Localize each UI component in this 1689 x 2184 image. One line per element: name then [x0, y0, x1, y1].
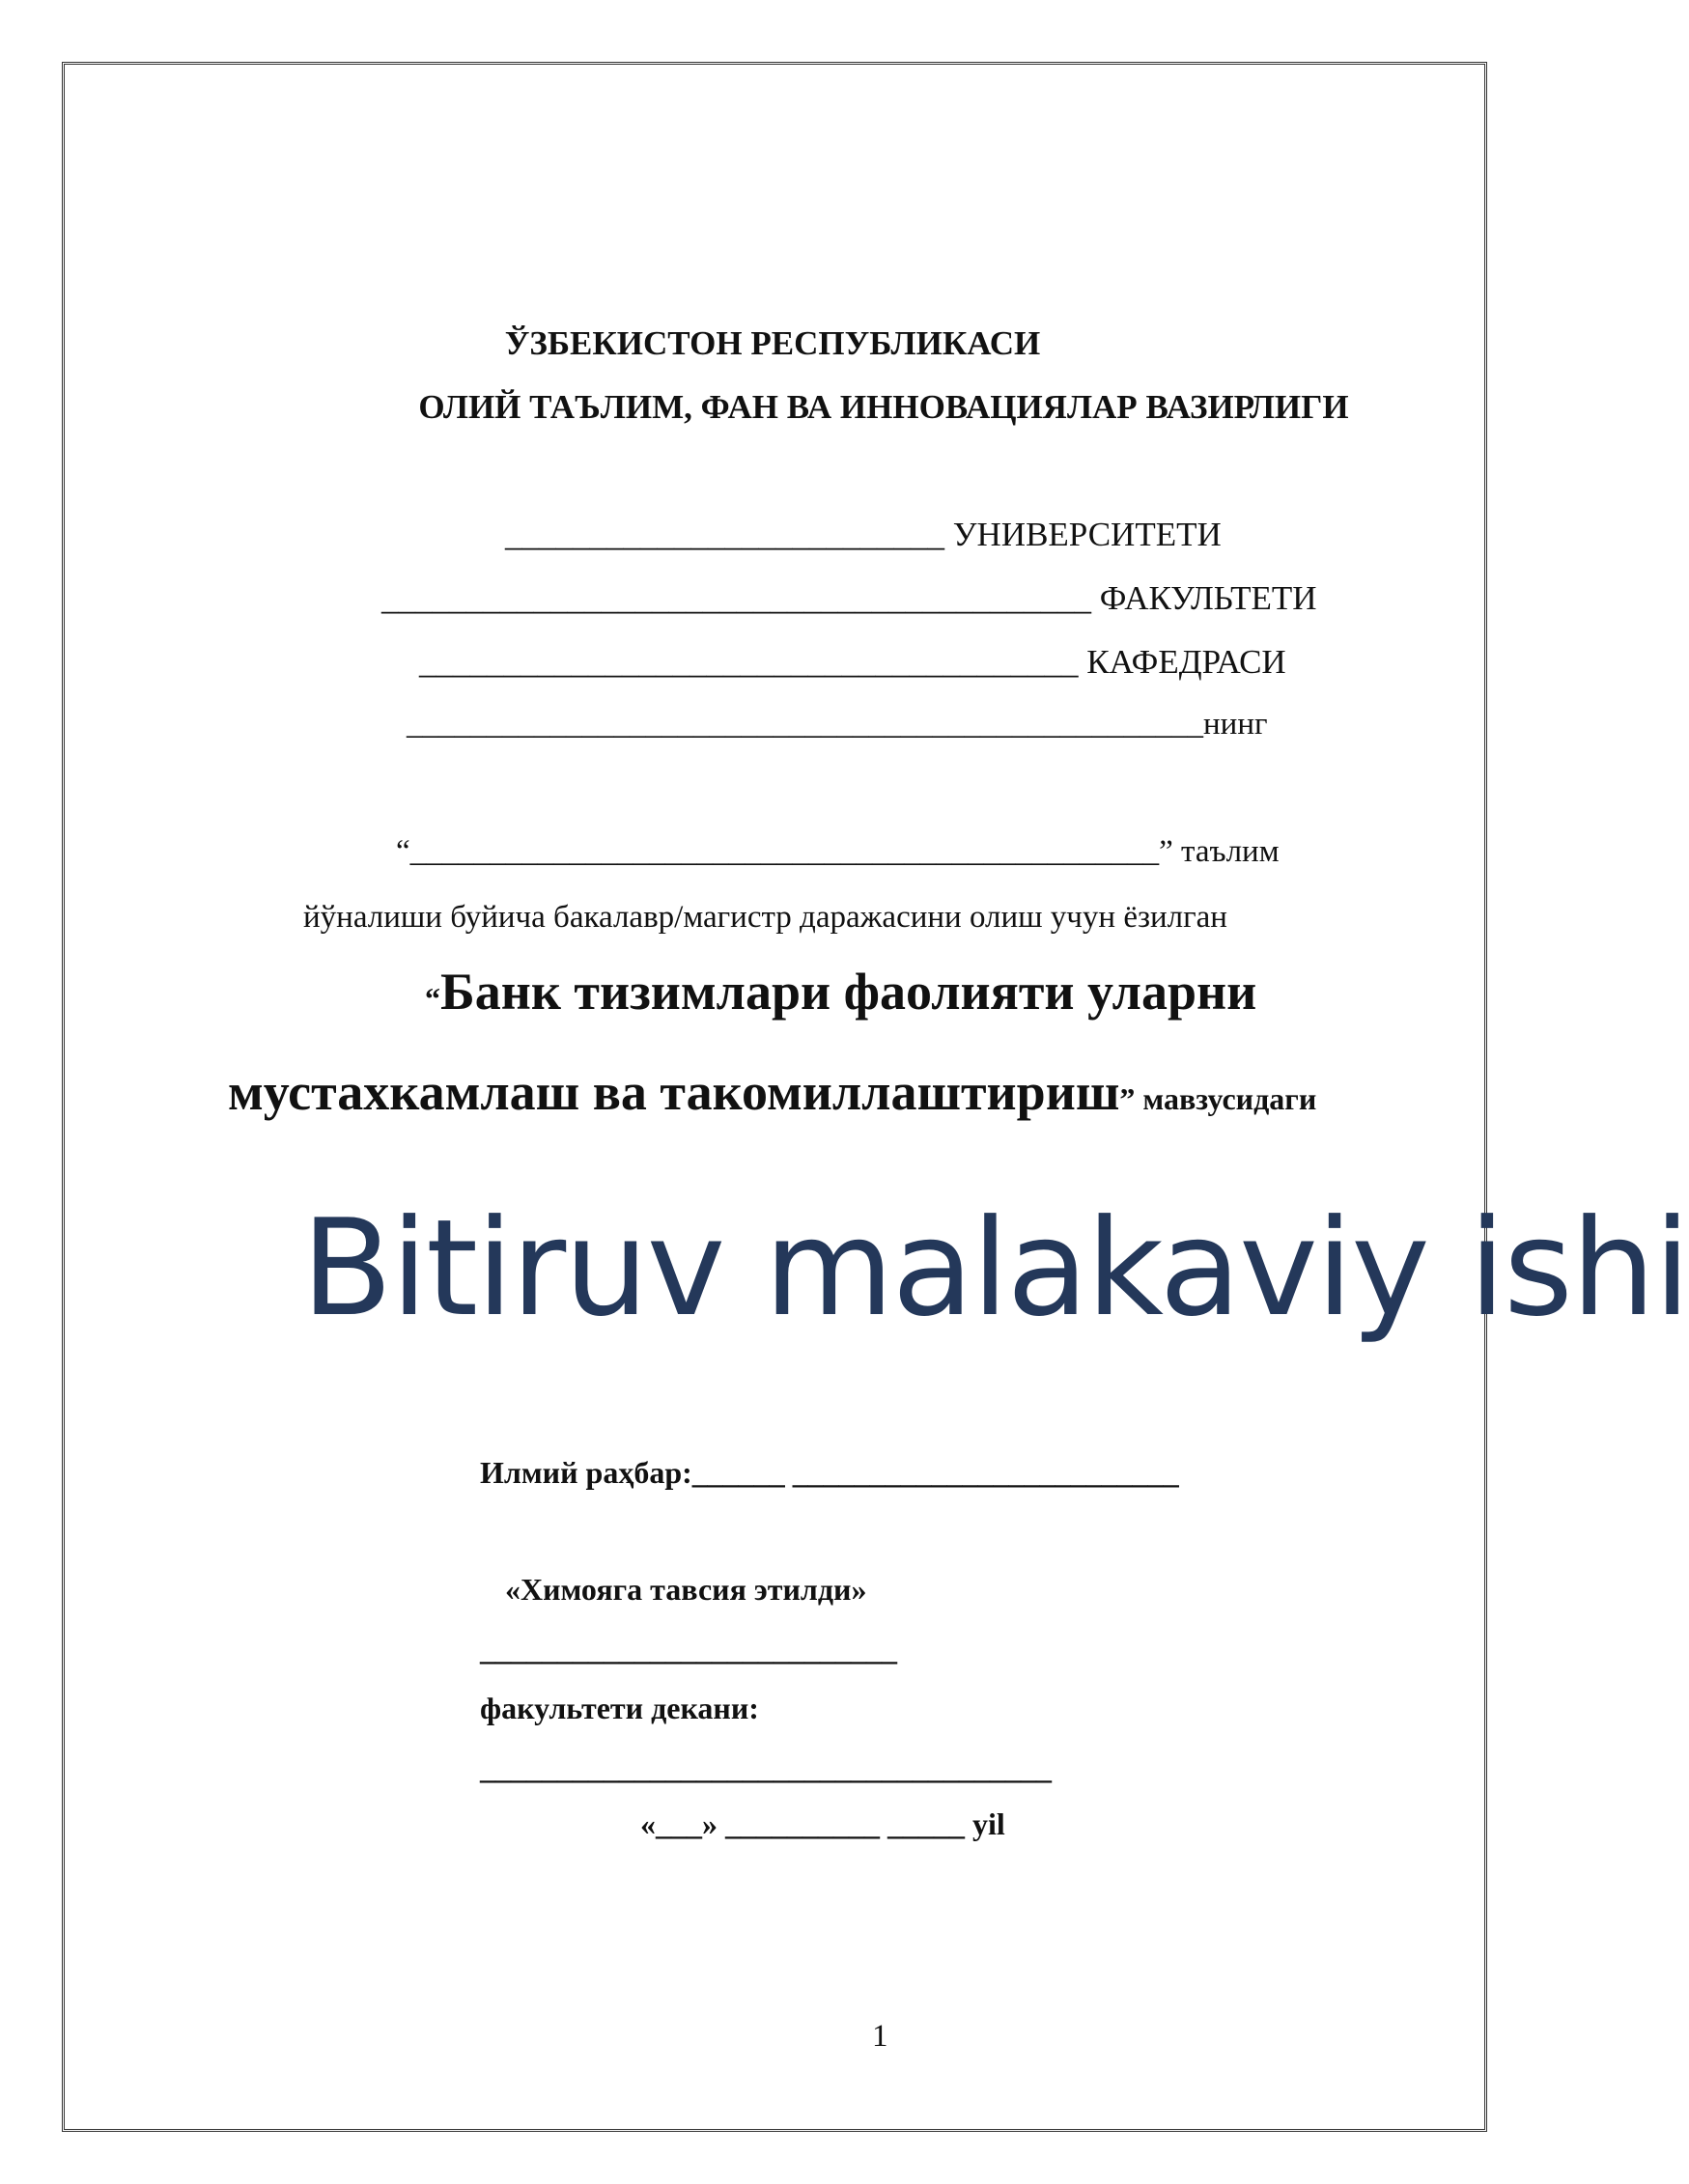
direction-line: “_______________________________________________” таълим [396, 834, 1280, 869]
topic-suffix: мавзусидаги [1135, 1081, 1317, 1116]
page-number: 1 [872, 2019, 888, 2054]
dean-label: факультети декани: [480, 1691, 759, 1725]
topic-open-quote: “ [425, 981, 440, 1016]
topic-text-1: Банк тизимлари фаолияти уларни [440, 963, 1257, 1021]
header-ministry: ОЛИЙ ТАЪЛИМ, ФАН ВА ИННОВАЦИЯЛАР ВАЗИРЛИГИ [418, 388, 1349, 426]
faculty-field: __________________________________________ ФАКУЛЬТЕТИ [381, 579, 1317, 617]
signature-line-a: ___________________________ [480, 1632, 897, 1666]
signature-line-b: _____________________________________ [480, 1750, 1052, 1785]
supervisor-line: Илмий раҳбар:______ _________________________ [480, 1455, 1179, 1490]
university-field: __________________________ УНИВЕРСИТЕТИ [505, 516, 1222, 553]
recommended-label: «Химояга тавсия этилди» [505, 1572, 867, 1607]
date-line: «___» __________ _____ yil [640, 1806, 1005, 1841]
topic-line-1 [425, 963, 1257, 1021]
topic-text-2: мустахкамлаш ва такомиллаштириш [228, 1063, 1120, 1121]
student-field: __________________________________________________нинг [407, 707, 1268, 742]
department-field: _______________________________________ КАФЕДРАСИ [419, 643, 1286, 681]
topic-line-2 [228, 1063, 1317, 1121]
document-title: Bitiruv malakaviy ishi [301, 1190, 1689, 1346]
header-country: ЎЗБЕКИСТОН РЕСПУБЛИКАСИ [504, 324, 1041, 362]
topic-close-quote: ” [1119, 1081, 1136, 1116]
degree-line: йўналиши буйича бакалавр/магистр даражасини олиш учун ёзилган [303, 900, 1227, 935]
